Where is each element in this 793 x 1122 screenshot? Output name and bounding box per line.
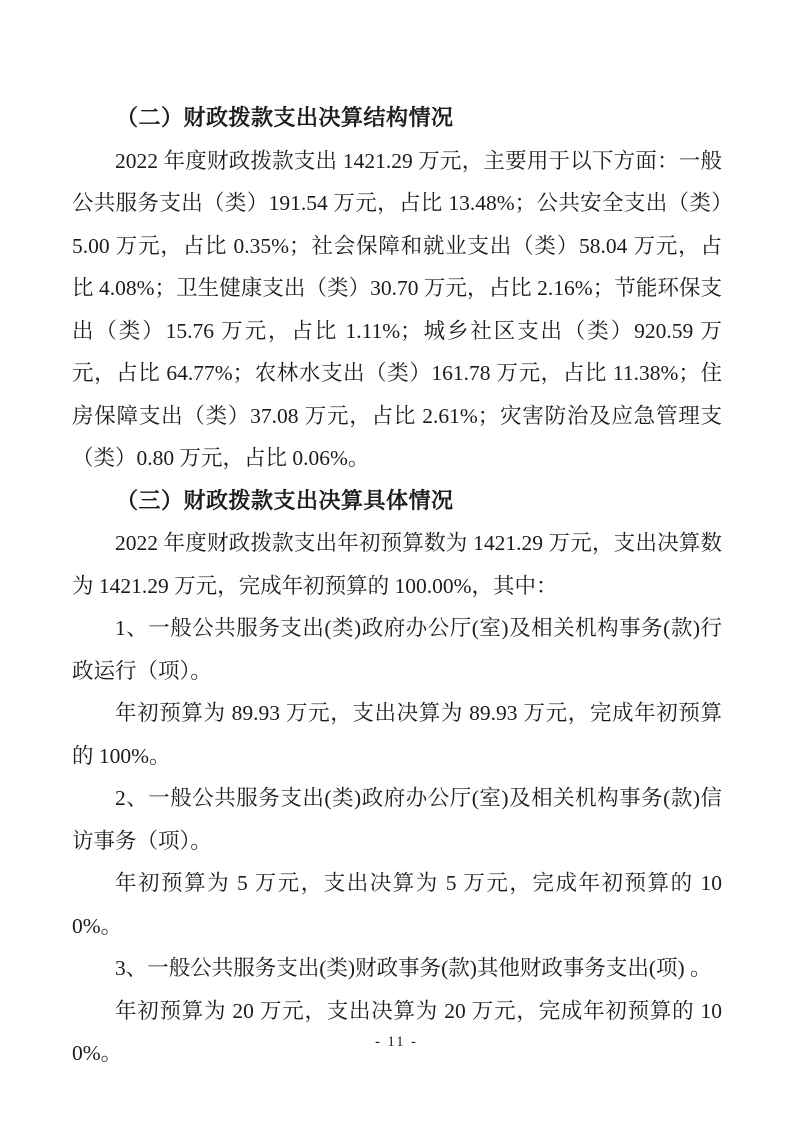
body-paragraph: 年初预算为 20 万元，支出决算为 20 万元，完成年初预算的 100%。 xyxy=(72,998,722,1065)
body-paragraph: 2022 年度财政拨款支出 1421.29 万元，主要用于以下方面：一般公共服务支出（类）191.54 万元，占比 13.48%；公共安全支出（类）5.00 万元，占比 0.35%；社会保障和就业支出（类）58.04 万元，占比 4.08%；卫生健康支出（类）30.70 万元，占比 2.16%；节能环保支出（类）15.76 万元，占比 1.11%；城乡社区支出（类）920.59 万元，占比 64.77%；农林水支出（类）161.78 万元，占比 11.38%；住房保障支出（类）37.08 万元，占比 2.61%；灾害防治及应急管理支（类）0.80 万元，占比 0.06%。 xyxy=(72,148,722,470)
body-paragraph: 年初预算为 89.93 万元，支出决算为 89.93 万元，完成年初预算的 100%。 xyxy=(72,701,722,768)
section-heading: （三）财政拨款支出决算具体情况 xyxy=(116,487,454,513)
body-paragraph: 1、一般公共服务支出(类)政府办公厅(室)及相关机构事务(款)行政运行（项）。 xyxy=(72,616,722,683)
body-paragraph: 3、一般公共服务支出(类)财政事务(款)其他财政事务支出(项) 。 xyxy=(115,956,712,980)
section-heading: （二）财政拨款支出决算结构情况 xyxy=(116,105,454,130)
document-body xyxy=(72,97,722,1075)
body-paragraph: 2022 年度财政拨款支出年初预算数为 1421.29 万元，支出决算数为 1421.29 万元，完成年初预算的 100.00%，其中： xyxy=(72,531,722,598)
body-paragraph: 2、一般公共服务支出(类)政府办公厅(室)及相关机构事务(款)信访事务（项）。 xyxy=(72,786,722,853)
page-number: - 11 - xyxy=(375,1034,418,1050)
body-paragraph: 年初预算为 5 万元，支出决算为 5 万元，完成年初预算的 100%。 xyxy=(72,871,722,938)
